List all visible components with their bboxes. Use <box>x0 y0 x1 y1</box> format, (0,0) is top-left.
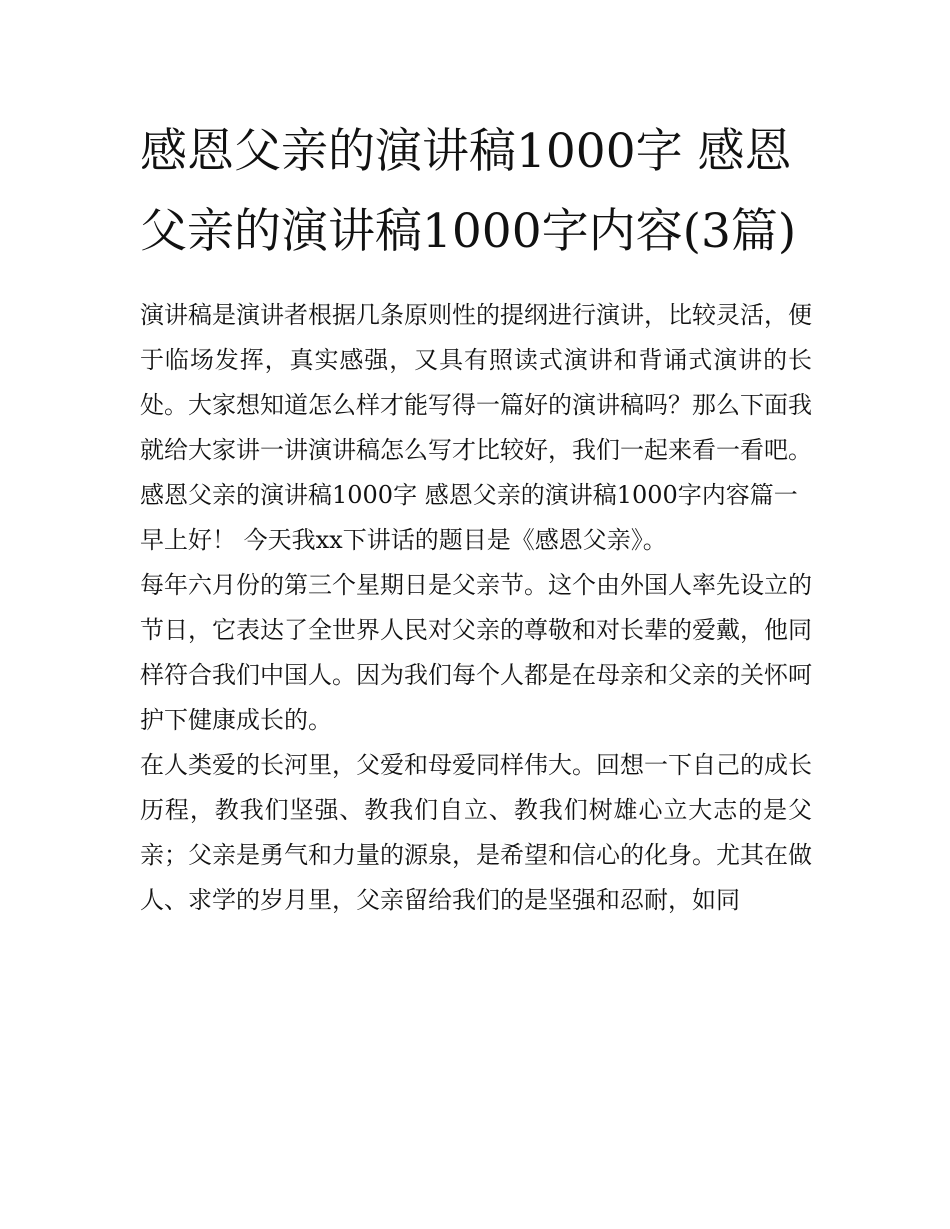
document-content <box>140 112 812 923</box>
document-body <box>140 293 812 923</box>
document-title: 感恩父亲的演讲稿1000字 感恩父亲的演讲稿1000字内容(3篇) <box>140 124 797 259</box>
section-heading-paragraph: 感恩父亲的演讲稿1000字 感恩父亲的演讲稿1000字内容篇一 <box>140 481 798 509</box>
fathers-day-paragraph: 每年六月份的第三个星期日是父亲节。这个由外国人率先设立的节日，它表达了全世界人民对父亲的尊敬和对长辈的爱戴，他同样符合我们中国人。因为我们每个人都是在母亲和父亲的关怀呵护下健康成长的。 <box>140 571 812 734</box>
fatherly-love-paragraph: 在人类爱的长河里，父爱和母爱同样伟大。回想一下自己的成长历程，教我们坚强、教我们自立、教我们树雄心立大志的是父亲；父亲是勇气和力量的源泉，是希望和信心的化身。尤其在做人、求学的岁月里，父亲留给我们的是坚强和忍耐，如同 <box>140 751 812 914</box>
greeting-paragraph: 早上好！ 今天我xx下讲话的题目是《感恩父亲》。 <box>140 526 667 554</box>
intro-paragraph: 演讲稿是演讲者根据几条原则性的提纲进行演讲，比较灵活，便于临场发挥，真实感强，又具有照读式演讲和背诵式演讲的长处。大家想知道怎么样才能写得一篇好的演讲稿吗？那么下面我就给大家讲一讲演讲稿怎么写才比较好，我们一起来看一看吧。 <box>140 301 812 464</box>
